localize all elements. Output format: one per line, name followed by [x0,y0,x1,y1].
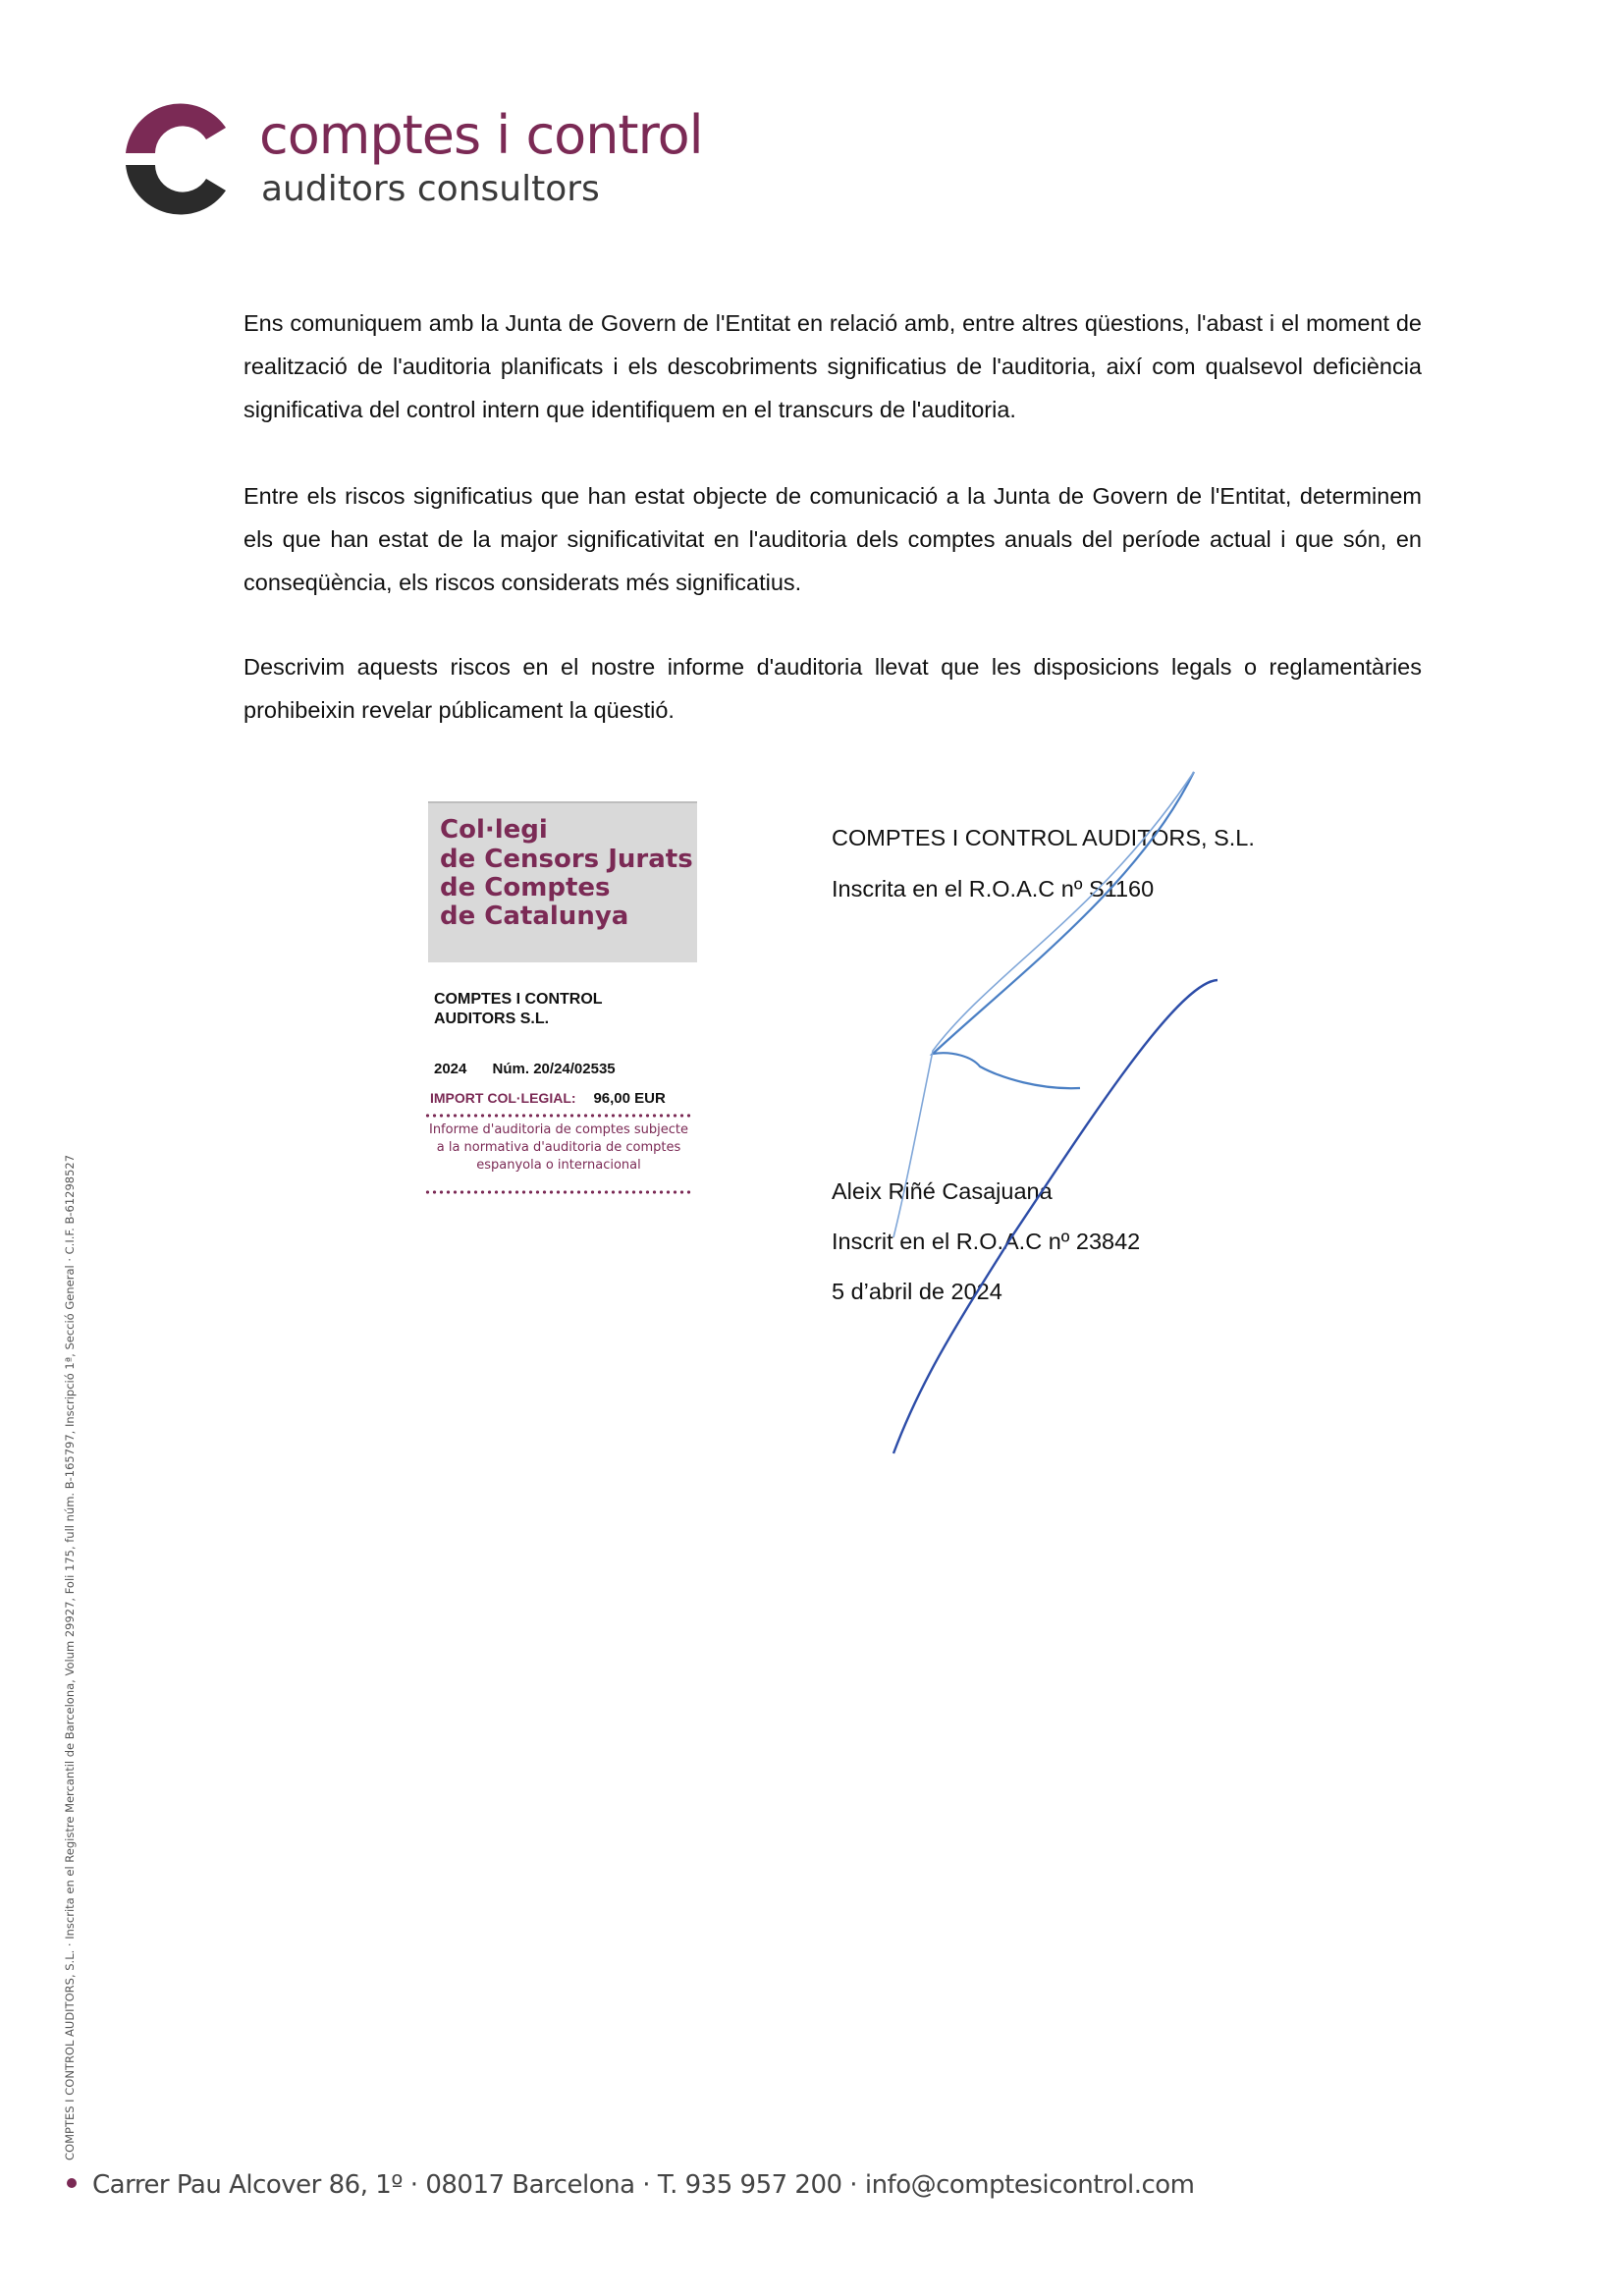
stamp-number-row [434,1061,637,1077]
stamp-description [422,1121,695,1175]
paragraph-3: Descrivim aquests riscos en el nostre informe d'auditoria llevat que les disposicions legals o reglamentàries prohibeixin revelar públicament la qüestió. [243,654,1422,723]
stamp-title-line: de Censors Jurats [440,845,693,874]
footer-address: Carrer Pau Alcover 86, 1º · 08017 Barcelona · T. 935 957 200 · info@comptesicontrol.com [92,2170,1195,2200]
auditor-name: Aleix Riñé Casajuana [832,1178,1053,1204]
stamp-year: 2024 [434,1061,467,1077]
stamp-title-line: Col·legi [440,815,548,845]
stamp-header [428,801,697,962]
c-logo-icon [116,94,238,224]
logo-subtitle: auditors consultors [261,169,600,209]
stamp-company [434,990,689,1029]
stamp-title-line: de Comptes [440,873,611,902]
stamp-number: Núm. 20/24/02535 [492,1061,616,1077]
logo-title: comptes i control [259,104,703,166]
stamp-description-line: Informe d'auditoria de comptes subjecte [428,1122,689,1137]
paragraph-1: Ens comuniquem amb la Junta de Govern de l'Entitat en relació amb, entre altres qüestions, l'abast i el moment de realització de l'auditoria planificats i els descobriments significatius de l'auditoria, així com qualsevol deficiència significativa del control intern que identifiquem en el transcurs de l'auditoria. [243,310,1422,422]
company-logo [116,94,703,232]
stamp-title-line: de Catalunya [440,902,629,931]
handwritten-signature [844,766,1237,1473]
firm-name: COMPTES I CONTROL AUDITORS, S.L. [832,825,1255,850]
stamp-description-line: espanyola o internacional [476,1158,641,1173]
college-stamp [422,793,707,1206]
signing-date: 5 d’abril de 2024 [832,1279,1002,1304]
firm-roac: Inscrita en el R.O.A.C nº S1160 [832,876,1155,902]
paragraph-2: Entre els riscos significatius que han estat objecte de comunicació a la Junta de Govern de l'Entitat, determinem els que han estat de la major significativitat en l'auditoria dels comptes anuals del període actual i que són, en conseqüència, els riscos considerats més significatius. [243,483,1422,595]
bullet-icon [67,2178,77,2188]
stamp-divider [424,1114,691,1118]
stamp-company-line: AUDITORS S.L. [434,1011,550,1027]
auditor-roac: Inscrit en el R.O.A.C nº 23842 [832,1229,1141,1254]
stamp-divider [424,1190,691,1194]
stamp-company-line: COMPTES I CONTROL [434,991,603,1008]
registry-sidebar-text: COMPTES I CONTROL AUDITORS, S.L. · Inscrita en el Registre Mercantil de Barcelona, Volum 29927, Foli 175, full núm. B-165797, Inscripció 1ª, Secció General · C.I.F. B-61298527 [63,1154,77,2160]
stamp-description-line: a la normativa d'auditoria de comptes [436,1140,681,1155]
stamp-import-row [430,1090,666,1107]
stamp-import-label: IMPORT COL·LEGIAL: [430,1090,576,1106]
stamp-import-amount: 96,00 EUR [593,1090,666,1107]
